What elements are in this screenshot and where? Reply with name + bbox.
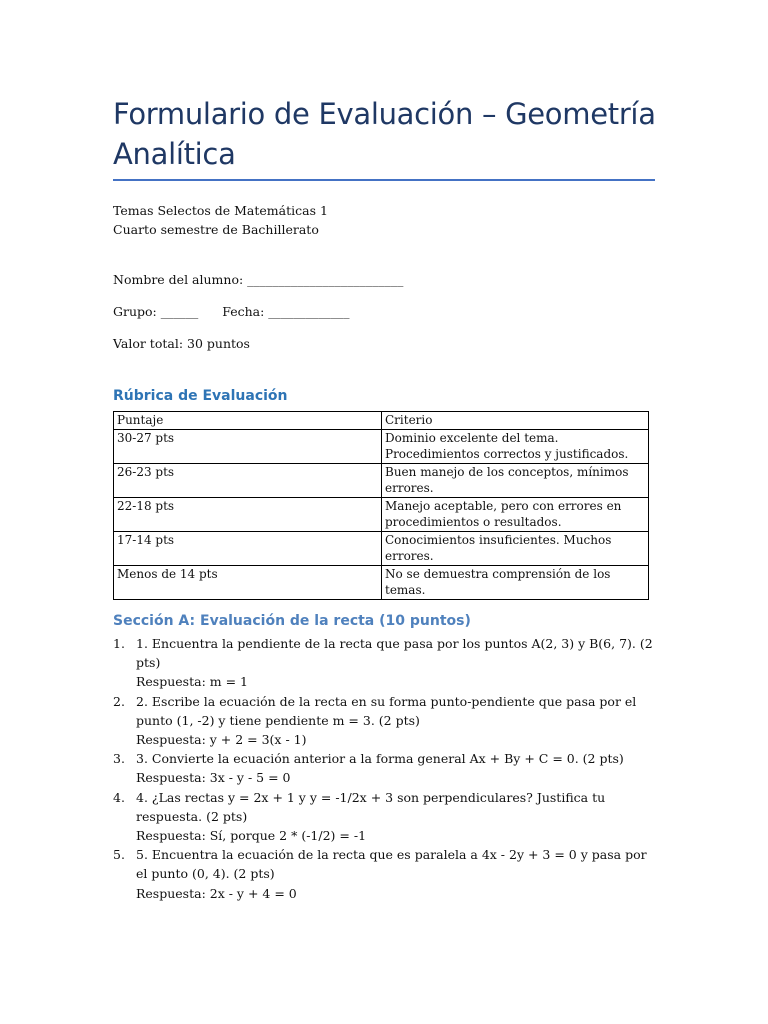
table-row <box>114 565 649 599</box>
question-text: 5. Encuentra la ecuación de la recta que es paralela a 4x - 2y + 3 = 0 y pasa por el punto (0, 4). (2 pts) <box>136 847 647 882</box>
list-item <box>113 845 653 903</box>
list-item <box>113 634 653 692</box>
question-text: 3. Convierte la ecuación anterior a la forma general Ax + By + C = 0. (2 pts) <box>136 751 624 767</box>
group-field: Grupo: ______ <box>113 304 199 319</box>
rubric-table <box>113 411 649 600</box>
rubric-score: Menos de 14 pts <box>114 565 382 599</box>
question-text: 1. Encuentra la pendiente de la recta que pasa por los puntos A(2, 3) y B(6, 7). (2 pts) <box>136 636 653 671</box>
question-text: 4. ¿Las rectas y = 2x + 1 y y = -1/2x + 3 son perpendiculares? Justifica tu respuesta. (2 pts) <box>136 789 606 824</box>
rubric-heading: Rúbrica de Evaluación <box>113 388 288 404</box>
list-item <box>113 749 653 787</box>
subject-line: Temas Selectos de Matemáticas 1 <box>113 203 328 218</box>
answer-text: Respuesta: 3x - y - 5 = 0 <box>136 770 291 786</box>
table-row <box>114 497 649 531</box>
rubric-header-row <box>114 412 649 430</box>
semester-line: Cuarto semestre de Bachillerato <box>113 222 319 237</box>
rubric-score: 26-23 pts <box>114 463 382 497</box>
item-number: 3. <box>113 751 125 767</box>
table-row <box>114 531 649 565</box>
item-number: 5. <box>113 847 125 863</box>
question-list <box>113 634 653 903</box>
rubric-criteria: Buen manejo de los conceptos, mínimos errores. <box>382 463 649 497</box>
student-name-field: Nombre del alumno: _________________________ <box>113 272 404 287</box>
rubric-criteria: Dominio excelente del tema. Procedimientos correctos y justificados. <box>382 429 649 463</box>
item-number: 4. <box>113 789 125 805</box>
section-a-heading: Sección A: Evaluación de la recta (10 puntos) <box>113 613 471 629</box>
rubric-score: 30-27 pts <box>114 429 382 463</box>
answer-text: Respuesta: y + 2 = 3(x - 1) <box>136 732 307 748</box>
total-value: Valor total: 30 puntos <box>113 336 250 351</box>
item-number: 2. <box>113 693 125 709</box>
date-field: Fecha: _____________ <box>222 304 350 319</box>
answer-text: Respuesta: 2x - y + 4 = 0 <box>136 885 297 901</box>
answer-text: Respuesta: Sí, porque 2 * (-1/2) = -1 <box>136 828 367 844</box>
rubric-criteria: Conocimientos insuficientes. Muchos errores. <box>382 531 649 565</box>
item-number: 1. <box>113 636 125 651</box>
document-title: Formulario de Evaluación – Geometría Analítica <box>113 97 656 171</box>
question-text: 2. Escribe la ecuación de la recta en su forma punto-pendiente que pasa por el punto (1, -2) y tiene pendiente m = 3. (2 pts) <box>136 693 637 728</box>
rubric-criteria: No se demuestra comprensión de los temas. <box>382 565 649 599</box>
title-underline <box>113 179 655 181</box>
group-date-line <box>113 302 350 321</box>
rubric-criteria: Manejo aceptable, pero con errores en procedimientos o resultados. <box>382 497 649 531</box>
rubric-score: 17-14 pts <box>114 531 382 565</box>
answer-text: Respuesta: m = 1 <box>136 674 248 690</box>
rubric-score: 22-18 pts <box>114 497 382 531</box>
table-row <box>114 429 649 463</box>
table-row <box>114 463 649 497</box>
rubric-header-score: Puntaje <box>114 412 382 430</box>
course-info <box>113 201 328 239</box>
list-item <box>113 692 653 750</box>
rubric-header-criteria: Criterio <box>382 412 649 430</box>
list-item <box>113 788 653 846</box>
